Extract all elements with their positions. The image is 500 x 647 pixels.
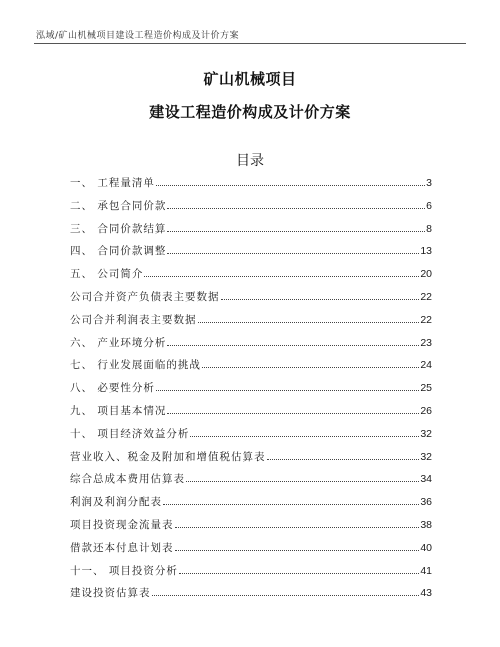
toc-entry-label: 建设投资估算表 [70,587,151,600]
toc-dot-leader [167,253,419,254]
toc-entry-page-number: 32 [420,450,432,463]
toc-entry-page-number: 3 [426,177,432,189]
toc-dot-leader [190,436,419,437]
toc-entry-label: 综合总成本费用估算表 [70,473,185,486]
toc-entry-page-number: 36 [420,496,432,509]
toc-entry[interactable] [70,471,432,494]
toc-entry[interactable] [70,403,432,426]
toc-entry-label: 利润及利润分配表 [70,496,162,509]
toc-entry-label: 营业收入、税金及附加和增值税估算表 [70,450,266,463]
toc-entry-page-number: 41 [420,564,432,577]
toc-entry-page-number: 13 [420,245,432,258]
toc-entry[interactable] [70,335,432,358]
toc-heading: 目录 [236,153,264,169]
toc-entry[interactable] [70,221,432,244]
toc-entry-label: 十一、 项目投资分析 [70,564,178,577]
toc-entry-page-number: 26 [420,404,432,417]
toc-entry-page-number: 8 [426,222,432,235]
toc-entry-label: 九、 项目基本情况 [70,404,167,417]
toc-entry-label: 八、 必要性分析 [70,382,155,395]
toc-entry-page-number: 32 [420,427,432,440]
toc-dot-leader [202,367,419,368]
toc-entry-page-number: 22 [420,313,432,326]
toc-entry-label: 二、 承包合同价款 [70,199,167,212]
toc-dot-leader [175,550,420,551]
toc-entry[interactable] [70,540,432,563]
toc-entry[interactable] [70,198,432,221]
toc-entry-page-number: 6 [426,199,432,212]
toc-entry-label: 一、 工程量清单 [70,177,155,189]
toc-dot-leader [167,208,425,209]
toc-entry-label: 公司合并资产负债表主要数据 [70,290,220,303]
toc-entry[interactable] [70,175,432,198]
toc-entry-label: 项目投资现金流量表 [70,518,174,531]
toc-entry-page-number: 38 [420,518,432,531]
toc-dot-leader [152,595,420,596]
toc-entry[interactable] [70,357,432,380]
toc-dot-leader [167,345,419,346]
toc-entry[interactable] [70,585,432,608]
toc-dot-leader [267,459,420,460]
toc-dot-leader [156,185,425,186]
toc-entry[interactable] [70,243,432,266]
toc-entry-page-number: 24 [420,359,432,372]
table-of-contents [70,175,432,608]
document-title-line-2: 建设工程造价构成及计价方案 [149,103,351,121]
toc-entry-page-number: 40 [420,541,432,554]
toc-dot-leader [175,527,420,528]
toc-dot-leader [167,413,419,414]
toc-dot-leader [221,299,420,300]
toc-entry-label: 六、 产业环境分析 [70,336,167,349]
toc-entry-label: 十、 项目经济效益分析 [70,427,190,440]
toc-entry-page-number: 22 [420,290,432,303]
toc-entry[interactable] [70,380,432,403]
toc-dot-leader [156,390,419,391]
toc-entry[interactable] [70,289,432,312]
toc-entry[interactable] [70,266,432,289]
toc-entry-label: 四、 合同价款调整 [70,245,167,258]
toc-entry-label: 借款还本付息计划表 [70,541,174,554]
running-header: 泓域/矿山机械项目建设工程造价构成及计价方案 [36,31,240,41]
toc-entry[interactable] [70,517,432,540]
toc-entry-label: 七、 行业发展面临的挑战 [70,359,201,372]
toc-dot-leader [198,322,420,323]
toc-entry[interactable] [70,312,432,335]
toc-entry-label: 三、 合同价款结算 [70,222,167,235]
toc-dot-leader [186,481,419,482]
toc-entry[interactable] [70,494,432,517]
toc-entry-page-number: 20 [420,268,432,281]
toc-entry-label: 公司合并利润表主要数据 [70,313,197,326]
toc-dot-leader [179,573,419,574]
toc-entry-page-number: 34 [420,473,432,486]
header-divider [34,43,466,44]
toc-entry-page-number: 25 [420,382,432,395]
toc-entry-page-number: 43 [420,587,432,600]
toc-entry-page-number: 23 [420,336,432,349]
toc-dot-leader [144,276,419,277]
toc-entry[interactable] [70,449,432,472]
toc-entry[interactable] [70,426,432,449]
toc-entry[interactable] [70,563,432,586]
toc-entry-label: 五、 公司简介 [70,268,144,281]
toc-dot-leader [167,231,425,232]
toc-dot-leader [163,504,419,505]
document-title-line-1: 矿山机械项目 [203,70,297,88]
